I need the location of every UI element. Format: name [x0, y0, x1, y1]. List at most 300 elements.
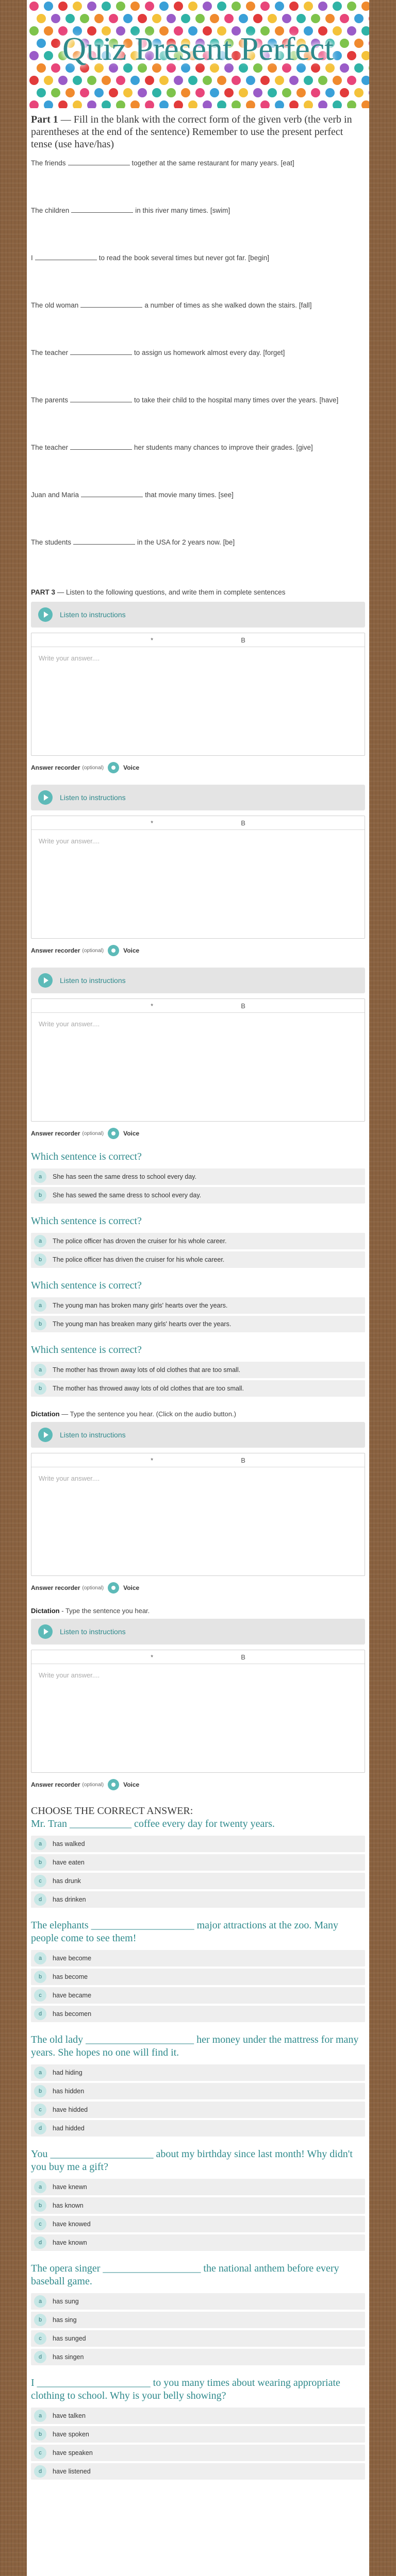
record-icon[interactable] — [108, 1582, 119, 1594]
blank-input[interactable] — [35, 252, 97, 260]
decor-dot — [174, 76, 183, 85]
decor-dot — [152, 88, 161, 97]
answer-option[interactable] — [31, 2408, 365, 2424]
toolbar-asterisk-button[interactable]: * — [151, 1002, 154, 1010]
decor-dot — [311, 88, 320, 97]
option-text: She has sewed the same dress to school every day. — [53, 1192, 202, 1199]
option-letter: c — [34, 2218, 46, 2230]
option-text: has sing — [53, 2316, 77, 2324]
answer-option[interactable] — [31, 1168, 365, 1185]
option-letter: b — [34, 1382, 46, 1395]
decor-dot — [217, 100, 226, 108]
answer-editor[interactable] — [31, 1650, 365, 1773]
answer-option[interactable] — [31, 2083, 365, 2099]
option-letter: b — [34, 2428, 46, 2441]
question-text: Mr. Tran ____________ coffee every day for twenty years. — [31, 1818, 275, 1829]
answer-recorder — [31, 1779, 365, 1790]
play-icon[interactable] — [38, 790, 53, 805]
decor-dot — [232, 2, 241, 11]
answer-textarea[interactable]: Write your answer.... — [39, 1020, 100, 1028]
decor-dot — [58, 76, 68, 85]
decor-dot — [58, 100, 68, 108]
fill-item-start: The teacher — [31, 349, 69, 357]
answer-option[interactable] — [31, 1873, 365, 1889]
option-letter: a — [34, 2295, 46, 2308]
decor-dot — [347, 76, 356, 85]
option-letter: a — [34, 1838, 46, 1850]
decor-dot — [138, 88, 147, 97]
toolbar-bold-button[interactable]: B — [241, 819, 245, 827]
decor-dot — [268, 88, 277, 97]
decor-dot — [116, 76, 125, 85]
decor-dot — [174, 100, 183, 108]
recorder-label: Answer recorder — [31, 1130, 80, 1137]
record-icon[interactable] — [108, 762, 119, 773]
play-icon[interactable] — [38, 1428, 53, 1442]
option-letter: c — [34, 1989, 46, 2002]
listen-bar — [31, 968, 365, 993]
option-text: The mother has thrown away lots of old clothes that are too small. — [53, 1366, 241, 1374]
fill-item-start: The parents — [31, 396, 69, 404]
option-letter: a — [34, 1235, 46, 1247]
decor-dot — [311, 14, 320, 23]
listen-bar — [31, 785, 365, 810]
decor-dot — [318, 100, 327, 108]
option-text: The mother has throwed away lots of old clothes that are too small. — [53, 1385, 244, 1392]
decor-dot — [94, 88, 104, 97]
decor-dot — [87, 76, 96, 85]
blank-input[interactable] — [73, 537, 135, 545]
decor-dot — [210, 88, 219, 97]
option-letter: b — [34, 1318, 46, 1330]
toolbar-bold-button[interactable]: B — [241, 1456, 245, 1464]
record-icon[interactable] — [108, 1128, 119, 1139]
option-letter: a — [34, 2066, 46, 2079]
listen-label[interactable]: Listen to instructions — [60, 611, 126, 619]
option-text: The police officer has droven the cruiser for his whole career. — [53, 1238, 227, 1245]
recorder-label: Answer recorder — [31, 764, 80, 771]
answer-textarea[interactable]: Write your answer.... — [39, 1671, 100, 1679]
decor-dot — [318, 76, 327, 85]
blank-input[interactable] — [81, 489, 143, 497]
decor-dot — [37, 88, 46, 97]
decor-dot — [347, 2, 356, 11]
option-letter: b — [34, 1856, 46, 1869]
decor-dot — [116, 2, 125, 11]
decor-dot — [246, 100, 255, 108]
which-sentence-list — [31, 1150, 365, 1397]
answer-option[interactable] — [31, 1891, 365, 1908]
decor-dot — [145, 2, 154, 11]
option-text: have hidded — [53, 2106, 88, 2113]
fill-item-start: The students — [31, 538, 72, 546]
option-letter: a — [34, 2410, 46, 2422]
decor-dot — [333, 100, 342, 108]
decor-dot — [275, 76, 284, 85]
fill-item — [31, 201, 365, 248]
answer-option[interactable] — [31, 2445, 365, 2461]
decor-dot — [73, 2, 82, 11]
option-text: have become — [53, 1955, 92, 1962]
option-letter: a — [34, 2181, 46, 2193]
decor-dot — [73, 100, 82, 108]
voice-label: Voice — [123, 1781, 140, 1788]
answer-option[interactable] — [31, 2293, 365, 2310]
decor-dot — [203, 100, 212, 108]
decor-dot — [174, 2, 183, 11]
answer-recorder — [31, 762, 365, 773]
answer-editor[interactable] — [31, 998, 365, 1122]
recorder-optional: (optional) — [82, 1585, 104, 1591]
option-text: She has seen the same dress to school every day. — [53, 1173, 197, 1180]
option-text: had hidded — [53, 2125, 85, 2132]
decor-dot — [239, 88, 248, 97]
record-icon[interactable] — [108, 945, 119, 956]
part3-instruction: PART 3 — Listen to the following questions, and write them in complete sentences — [31, 588, 286, 596]
answer-option[interactable] — [31, 1380, 365, 1397]
decor-dot — [51, 14, 60, 23]
answer-textarea[interactable]: Write your answer.... — [39, 654, 100, 662]
answer-option[interactable] — [31, 1969, 365, 1985]
fill-item-start: The friends — [31, 159, 66, 167]
decor-dot — [102, 76, 111, 85]
option-letter: c — [34, 1875, 46, 1887]
listen-label[interactable]: Listen to instructions — [60, 1431, 126, 1439]
toolbar-bold-button[interactable]: B — [241, 636, 245, 644]
decor-dot — [65, 88, 75, 97]
decor-dot — [37, 14, 46, 23]
editor-toolbar — [31, 1650, 365, 1664]
listen-label[interactable]: Listen to instructions — [60, 793, 126, 802]
decor-dot — [29, 100, 39, 108]
recorder-optional: (optional) — [82, 1130, 104, 1137]
voice-label: Voice — [123, 947, 140, 954]
recorder-optional: (optional) — [82, 1782, 104, 1788]
answer-editor[interactable] — [31, 633, 365, 756]
listen-label[interactable]: Listen to instructions — [60, 976, 126, 985]
fill-item — [31, 533, 365, 580]
decor-dot — [203, 76, 212, 85]
decor-dot — [123, 14, 133, 23]
option-letter: d — [34, 2236, 46, 2249]
decor-dot — [361, 2, 369, 11]
fill-item — [31, 438, 365, 485]
decor-dot — [188, 2, 197, 11]
decor-dot — [195, 14, 205, 23]
decor-dot — [210, 14, 219, 23]
decor-dot — [195, 88, 205, 97]
answer-option[interactable] — [31, 2349, 365, 2365]
question-title: Which sentence is correct? — [31, 1344, 142, 1355]
play-icon[interactable] — [38, 973, 53, 988]
option-letter: a — [34, 1952, 46, 1964]
answer-option[interactable] — [31, 2179, 365, 2195]
play-icon[interactable] — [38, 607, 53, 622]
option-text: have spoken — [53, 2431, 89, 2438]
decor-dot — [87, 100, 96, 108]
answer-option[interactable] — [31, 2463, 365, 2480]
answer-option[interactable] — [31, 1233, 365, 1249]
recorder-optional: (optional) — [82, 947, 104, 954]
decor-dot — [253, 88, 262, 97]
fill-in-list — [31, 154, 365, 580]
decor-dot — [130, 2, 140, 11]
answer-option[interactable] — [31, 2234, 365, 2251]
option-letter: b — [34, 2085, 46, 2097]
recorder-label: Answer recorder — [31, 1781, 80, 1788]
option-letter: b — [34, 1971, 46, 1983]
choose-heading: CHOOSE THE CORRECT ANSWER: — [31, 1805, 193, 1817]
decor-dot — [260, 76, 270, 85]
fill-item — [31, 154, 365, 201]
voice-label: Voice — [123, 1130, 140, 1137]
listen-bar — [31, 602, 365, 628]
decor-dot — [181, 88, 190, 97]
decor-dot — [217, 2, 226, 11]
toolbar-bold-button[interactable]: B — [241, 1002, 245, 1010]
decor-dot — [159, 100, 169, 108]
decor-dot — [340, 88, 349, 97]
decor-dot — [340, 14, 349, 23]
blank-input[interactable] — [70, 395, 132, 402]
fill-item — [31, 343, 365, 391]
listen-label[interactable]: Listen to instructions — [60, 1628, 126, 1636]
record-icon[interactable] — [108, 1779, 119, 1790]
fill-item — [31, 296, 365, 343]
decor-dot — [260, 2, 270, 11]
editor-toolbar — [31, 1453, 365, 1467]
decor-dot — [80, 88, 89, 97]
answer-option[interactable] — [31, 1297, 365, 1314]
option-letter: c — [34, 2332, 46, 2345]
option-text: have eaten — [53, 1859, 85, 1866]
decor-dot — [275, 2, 284, 11]
decor-dot — [167, 14, 176, 23]
fill-item-start: I — [31, 254, 33, 262]
fill-item — [31, 391, 365, 438]
decor-dot — [44, 76, 53, 85]
decor-dot — [289, 76, 299, 85]
editor-toolbar — [31, 633, 365, 647]
option-letter: b — [34, 2314, 46, 2326]
fill-item-start: The teacher — [31, 444, 69, 451]
option-text: has sung — [53, 2298, 79, 2305]
decor-dot — [246, 76, 255, 85]
recorder-label: Answer recorder — [31, 947, 80, 954]
toolbar-asterisk-button[interactable]: * — [151, 819, 154, 827]
answer-option[interactable] — [31, 1950, 365, 1967]
toolbar-asterisk-button[interactable]: * — [151, 1456, 154, 1464]
decor-dot — [325, 88, 335, 97]
decor-dot — [282, 14, 291, 23]
multiple-choice-list — [31, 1818, 365, 2480]
voice-label: Voice — [123, 764, 140, 771]
option-letter: d — [34, 2008, 46, 2020]
option-letter: a — [34, 1299, 46, 1312]
decor-dot — [203, 2, 212, 11]
decor-dot — [239, 14, 248, 23]
decor-dot — [333, 76, 342, 85]
decor-dot — [188, 100, 197, 108]
decor-dot — [224, 88, 234, 97]
option-text: has becomen — [53, 2010, 92, 2018]
answer-option[interactable] — [31, 1987, 365, 2004]
answer-option[interactable] — [31, 1187, 365, 1204]
recorder-label: Answer recorder — [31, 1584, 80, 1591]
toolbar-asterisk-button[interactable]: * — [151, 1653, 154, 1661]
option-letter: c — [34, 2447, 46, 2459]
answer-option[interactable] — [31, 2312, 365, 2328]
fill-item — [31, 485, 365, 533]
option-text: has singen — [53, 2353, 84, 2361]
decor-dot — [296, 88, 306, 97]
recorder-optional: (optional) — [82, 765, 104, 771]
editor-toolbar — [31, 999, 365, 1013]
question-text: You ____________________ about my birthday since last month! Why didn't you buy me a gift? — [31, 2148, 353, 2173]
decor-dot — [130, 100, 140, 108]
decor-dot — [80, 14, 89, 23]
fill-item-end: together at the same restaurant for many years. [eat] — [131, 159, 294, 167]
decor-dot — [44, 100, 53, 108]
decor-dot — [29, 76, 39, 85]
toolbar-asterisk-button[interactable]: * — [151, 636, 154, 644]
decor-dot — [181, 14, 190, 23]
decor-dot — [109, 88, 118, 97]
decor-dot — [159, 2, 169, 11]
decor-dot — [188, 76, 197, 85]
decor-dot — [138, 14, 147, 23]
decor-dot — [354, 14, 364, 23]
answer-textarea[interactable]: Write your answer.... — [39, 1475, 100, 1482]
decor-dot — [304, 76, 313, 85]
option-text: have knewn — [53, 2183, 87, 2191]
blank-input[interactable] — [80, 300, 142, 308]
decor-dot — [304, 100, 313, 108]
blank-input[interactable] — [70, 347, 132, 355]
worksheet — [27, 0, 369, 2576]
decor-dot — [289, 100, 299, 108]
decor-dot — [73, 76, 82, 85]
option-letter: d — [34, 2465, 46, 2478]
answer-option[interactable] — [31, 2216, 365, 2232]
question-title: Which sentence is correct? — [31, 1215, 142, 1227]
question-title: Which sentence is correct? — [31, 1280, 142, 1291]
decor-dot — [347, 100, 356, 108]
decor-dot — [65, 14, 75, 23]
fill-item-end: that movie many times. [see] — [145, 491, 234, 499]
fill-item-end: a number of times as she walked down the stairs. [fall] — [144, 301, 312, 309]
blank-input[interactable] — [71, 205, 133, 213]
question-text: The elephants ____________________ major attractions at the zoo. Many people come to see them! — [31, 1920, 338, 1944]
answer-option[interactable] — [31, 1362, 365, 1378]
answer-editor[interactable] — [31, 816, 365, 939]
decor-dot — [44, 2, 53, 11]
decor-dot — [354, 88, 364, 97]
option-text: The young man has broken many girls' hearts over the years. — [53, 1302, 228, 1309]
decor-dot — [246, 2, 255, 11]
decor-dot — [145, 76, 154, 85]
decor-dot — [318, 2, 327, 11]
listen-bar — [31, 1422, 365, 1448]
answer-option[interactable] — [31, 2426, 365, 2443]
decor-dot — [282, 88, 291, 97]
dictation-instruction-1: Dictation — Type the sentence you hear. (Click on the audio button.) — [31, 1410, 236, 1418]
answer-option[interactable] — [31, 1836, 365, 1852]
answer-option[interactable] — [31, 1854, 365, 1871]
question-text: The opera singer ___________________ the national anthem before every baseball game. — [31, 2263, 339, 2287]
answer-option[interactable] — [31, 1251, 365, 1268]
decor-dot — [232, 100, 241, 108]
option-text: has sunged — [53, 2335, 86, 2342]
decor-dot — [87, 2, 96, 11]
option-text: has known — [53, 2202, 84, 2209]
decor-dot — [58, 2, 68, 11]
decor-dot — [253, 14, 262, 23]
answer-editor[interactable] — [31, 1453, 365, 1576]
decor-dot — [130, 76, 140, 85]
answer-option[interactable] — [31, 2006, 365, 2022]
decor-dot — [102, 2, 111, 11]
decor-dot — [361, 100, 369, 108]
answer-option[interactable] — [31, 2330, 365, 2347]
decor-dot — [123, 88, 133, 97]
decor-dot — [232, 76, 241, 85]
decor-dot — [116, 100, 125, 108]
option-letter: d — [34, 2122, 46, 2134]
option-text: The young man has breaken many girls' hearts over the years. — [53, 1320, 232, 1328]
fill-item-end: to assign us homework almost every day. [forget] — [134, 349, 285, 357]
fill-item-end: her students many chances to improve their grades. [give] — [134, 444, 313, 451]
answer-option[interactable] — [31, 2197, 365, 2214]
listen-bar — [31, 1619, 365, 1645]
answer-option[interactable] — [31, 2120, 365, 2137]
decor-dot — [217, 76, 226, 85]
answer-option[interactable] — [31, 1316, 365, 1332]
decor-dot — [296, 14, 306, 23]
option-text: has hidden — [53, 2088, 85, 2095]
option-letter: d — [34, 1893, 46, 1906]
option-text: has walked — [53, 1840, 85, 1848]
answer-option[interactable] — [31, 2064, 365, 2081]
answer-recorder — [31, 1582, 365, 1594]
option-text: have became — [53, 1992, 92, 1999]
decor-dot — [361, 76, 369, 85]
toolbar-bold-button[interactable]: B — [241, 1653, 245, 1661]
option-text: has become — [53, 1973, 88, 1980]
decor-dot — [109, 14, 118, 23]
decor-dot — [51, 88, 60, 97]
option-text: has drinken — [53, 1896, 86, 1903]
question-text: The old lady _____________________ her money under the mattress for many years. She hopes no one will find it. — [31, 2034, 359, 2058]
fill-item-end: in the USA for 2 years now. [be] — [137, 538, 235, 546]
option-letter: b — [34, 2199, 46, 2212]
decor-dot — [304, 2, 313, 11]
decor-dot — [29, 2, 39, 11]
answer-option[interactable] — [31, 2102, 365, 2118]
play-icon[interactable] — [38, 1624, 53, 1639]
answer-textarea[interactable]: Write your answer.... — [39, 837, 100, 845]
blank-input[interactable] — [70, 442, 132, 450]
decor-dot — [268, 14, 277, 23]
decor-dot — [94, 14, 104, 23]
question-text: I ______________________ to you many times about wearing appropriate clothing to school. Why is your belly showing? — [31, 2377, 340, 2401]
decor-dot — [159, 76, 169, 85]
option-text: The police officer has driven the cruiser for his whole career. — [53, 1256, 225, 1263]
blank-input[interactable] — [68, 158, 130, 165]
answer-recorder — [31, 1128, 365, 1139]
answer-recorder — [31, 945, 365, 956]
fill-item-end: in this river many times. [swim] — [135, 207, 230, 214]
